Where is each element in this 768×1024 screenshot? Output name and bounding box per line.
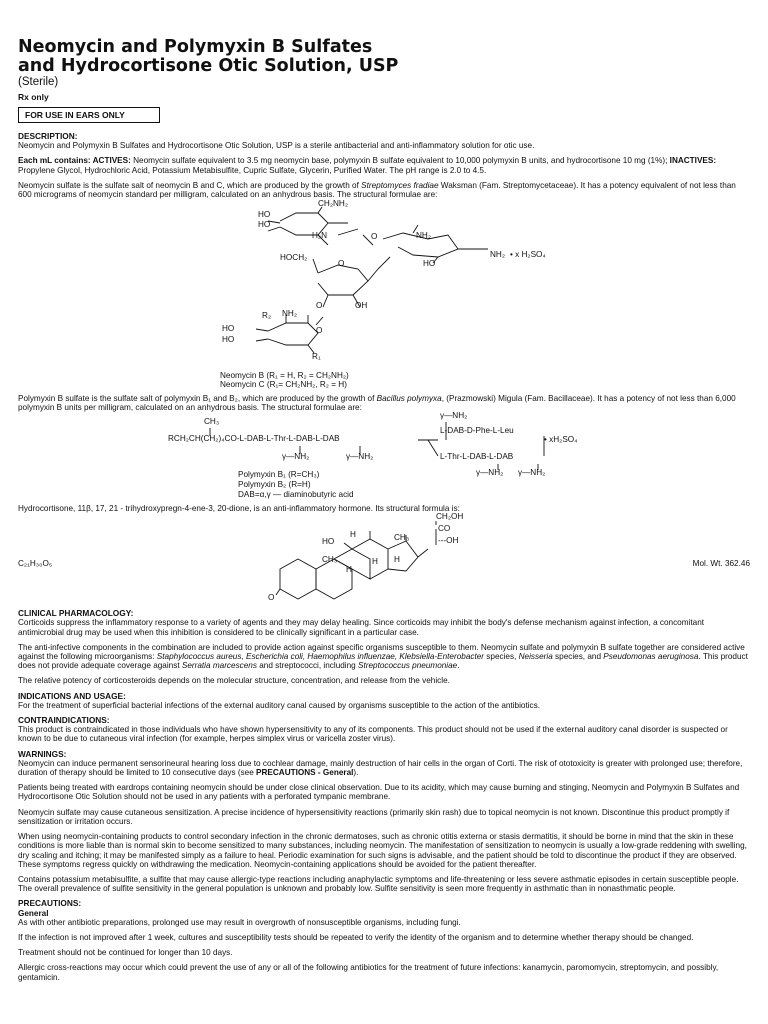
neo-o-c: O — [316, 301, 323, 311]
warnings-p1-b: ). — [353, 768, 359, 778]
clinical-p3: The relative potency of corticosteroids depends on the molecular structure, concentration, and release from the vehicle. — [18, 676, 450, 686]
precautions-heading: PRECAUTIONS: — [18, 898, 82, 909]
clinical-p2-f: . — [457, 661, 460, 671]
neo-hoch2: HOCH₂ — [280, 253, 308, 263]
neo-ho-5: HO — [222, 335, 235, 345]
title-line-1: Neomycin and Polymyxin B Sulfates — [18, 37, 373, 57]
poly-gamma-4: γ—NH₂ — [518, 468, 546, 478]
neo-nh2-a: NH₂ — [416, 231, 432, 241]
warnings-p3: Neomycin sulfate may cause cutaneous sensitization. A precise incidence of hypersensitivity reactions (primarily skin rash) due to topical neomycin is not known. Discontinue this product promptly if sensitization or irritation occurs. — [18, 807, 730, 826]
warnings-p4: When using neomycin-containing products to control secondary infection in the chronic dermatoses, such as chronic otitis externa or stasis dermatitis, it should be borne in mind that the skin in these conditions is more liable than is normal skin to become sensitized to many substances, including neomycin. The manifestation of sensitization to neomycin is usually a low-grade reddening with swelling, dry scaling and itching; it may be manifested simply as a failure to heal. Periodic examination for such signs is advisable, and the patient should be told to discontinue the product if they are observed. These symptoms regress quickly on withdrawing the medication. Neomycin-containing applications should be avoided for the patient thereafter. — [18, 832, 747, 869]
clinical-p2 — [18, 643, 750, 671]
each-ml-text: Neomycin sulfate equivalent to 3.5 mg neomycin base, polymyxin B sulfate equivalent to 10,000 polymyxin B units, and hydrocortisone 10 mg (1%); — [130, 156, 670, 166]
precautions-general: General — [18, 908, 49, 918]
clinical-p2-organisms-5: Streptococcus pneumoniae — [358, 661, 458, 671]
polymyxin-structure-svg — [18, 412, 750, 500]
poly-legend-3: DAB=α,γ — diaminobutyric acid — [238, 490, 354, 500]
polymyxin-organism: Bacillus polymyxa — [376, 393, 442, 403]
neo-ho-1: HO — [258, 210, 271, 220]
hc-oh: ---OH — [438, 536, 459, 546]
subtitle: (Sterile) — [18, 76, 59, 88]
hc-ho: HO — [322, 537, 335, 547]
clinical-p2-organisms-1: Staphylococcus aureus, Escherichia coli, Haemophilus influenzae, Klebsiella-Enterobacter — [156, 652, 485, 662]
indications-heading: INDICATIONS AND USAGE: — [18, 690, 126, 701]
precautions-p1: As with other antibiotic preparations, prolonged use may result in overgrowth of nonsusceptible organisms, including fungi. — [18, 917, 461, 927]
description-heading: DESCRIPTION: — [18, 131, 78, 141]
poly-legend-1: Polymyxin B₁ (R=CH₃) — [238, 470, 320, 480]
poly-chain: RCH₂CH(CH₂)₄CO-L-DAB-L-Thr-L-DAB-L-DAB — [168, 434, 340, 444]
polymyxin-text-b: , (Prazmowski) Migula (Fam. Bacillaceae). It has a potency of not less than 6,000 polymyxin B units per milligram, calculated on an anhydrous basis. The structural formulae are: — [18, 393, 736, 412]
warnings-heading: WARNINGS: — [18, 748, 67, 759]
inactives-text: Propylene Glycol, Hydrochloric Acid, Potassium Metabisulfite, Cupric Sulfate, Glycerin, Purified Water. The pH range is 2.0 to 4.5. — [18, 165, 487, 175]
contraindications-p1: This product is contraindicated in those individuals who have shown hypersensitivity to any of its components. This product should not be used if the external auditory canal disorder is suspected or known to be due to cutaneous viral infection (for example, herpes simplex virus or varicella zoster virus). — [18, 725, 728, 744]
precautions-p3: Treatment should not be continued for longer than 10 days. — [18, 948, 233, 958]
neo-r2: R₂ — [262, 311, 272, 321]
poly-gamma-top: γ—NH₂ — [440, 411, 468, 421]
clinical-p2-organisms-2: Neisseria — [518, 652, 553, 662]
hc-mol-wt: Mol. Wt. 362.46 — [692, 559, 750, 569]
warnings-p1-a: Neomycin can induce permanent sensorineural hearing loss due to cochlear damage, mainly destruction of hair cells in the organ of Corti. The risk of ototoxicity is greater with prolonged use; therefore, duration of therapy should be limited to 10 consecutive days (see — [18, 758, 743, 778]
neo-ch2nh2: CH₂NH₂ — [318, 199, 349, 209]
neo-nh2-b: NH₂ — [490, 250, 506, 260]
neomycin-paragraph — [18, 181, 750, 199]
poly-legend-2: Polymyxin B₂ (R=H) — [238, 480, 311, 490]
title-line-2: and Hydrocortisone Otic Solution, USP — [18, 56, 399, 76]
hc-formula: C₂₁H₃₀O₅ — [18, 559, 53, 569]
hc-h-2: H — [346, 565, 352, 575]
hydrocortisone-structure — [18, 513, 750, 605]
ears-only-box: FOR USE IN EARS ONLY — [18, 107, 160, 123]
clinical-p2-a: The anti-infective components in the combination are included to provide action against specific organisms susceptible to them. Neomycin sulfate and polymyxin B sulfate together are considered active against the following microorganisms: — [18, 642, 745, 662]
neomycin-b-caption: Neomycin B (R₁ = H, R₂ = CH₂NH₂) — [220, 371, 349, 381]
each-ml-label: Each mL contains: ACTIVES: — [18, 156, 131, 166]
neomycin-structure — [18, 199, 750, 371]
poly-ring-top: L-DAB-D-Phe-L-Leu — [440, 426, 514, 436]
neo-ho-2: HO — [258, 220, 271, 230]
hydrocortisone-paragraph: Hydrocortisone, 11β, 17, 21 - trihydroxypregn-4-ene-3, 20-dione, is an anti-inflammatory hormone. Its structural formula is: — [18, 504, 460, 514]
neo-o-a: O — [371, 232, 378, 242]
contraindications-heading: CONTRAINDICATIONS: — [18, 715, 110, 726]
hc-h-1: H — [350, 530, 356, 540]
warnings-p1 — [18, 759, 750, 777]
indications-p1: For the treatment of superficial bacterial infections of the external auditory canal caused by organisms susceptible to the action of the antibiotics. — [18, 700, 541, 710]
neomycin-organism: Streptomyces fradiae — [361, 180, 439, 190]
hc-h-4: H — [394, 555, 400, 565]
each-ml-paragraph — [18, 156, 750, 174]
hc-ch3-b: CH₃ — [394, 533, 410, 543]
hc-ch3-a: CH₃ — [322, 555, 338, 565]
neo-xh2so4: • x H₂SO₄ — [510, 250, 546, 260]
hc-co: CO — [438, 524, 451, 534]
clinical-p2-e: and streptococci, including — [256, 661, 359, 671]
clinical-p2-b: species, — [484, 652, 519, 662]
clinical-p2-d: . This product does not provide adequate coverage against — [18, 652, 748, 671]
neo-h2n: H₂N — [312, 231, 328, 241]
polymyxin-structure — [18, 412, 750, 500]
neo-nh2-c: NH₂ — [282, 309, 298, 319]
polymyxin-text-a: Polymyxin B sulfate is the sulfate salt of polymyxin B₁ and B₂, which are produced by the growth of — [18, 393, 377, 403]
warnings-p1-reference: PRECAUTIONS - General — [256, 768, 354, 778]
poly-ring-bottom: L-Thr-L-DAB-L-DAB — [440, 452, 514, 462]
polymyxin-paragraph — [18, 394, 750, 412]
neo-r1: R₁ — [312, 352, 321, 362]
neo-ho-4: HO — [222, 324, 235, 334]
clinical-p2-c: species, and — [552, 652, 604, 662]
hc-ch2oh: CH₂OH — [436, 512, 464, 522]
label-page — [18, 38, 750, 982]
neomycin-text-b: Waksman (Fam. Streptomycetaceae). It has a potency equivalent of not less than 600 micrograms of neomycin standard per milligram, calculated on an anhydrous basis. The structural formulae are: — [18, 180, 736, 200]
precautions-p4: Allergic cross-reactions may occur which could prevent the use of any or all of the following antibiotics for the treatment of future infections: kanamycin, paromomycin, streptomycin, and possibly, gentamicin. — [18, 963, 719, 982]
rx-only: Rx only — [18, 92, 49, 102]
neo-o-d: O — [316, 326, 323, 336]
clinical-p1: Corticoids suppress the inflammatory response to a variety of agents and they may delay healing. Since corticoids may inhibit the body's defense mechanism against infection, a concomitant antimicrobial drug may be used when this inhibition is considered to be clinically significant in a particular case. — [18, 618, 705, 637]
neomycin-structure-svg — [18, 199, 750, 371]
poly-gamma-3: γ—NH₂ — [476, 468, 504, 478]
clinical-p2-organisms-4: Serratia marcescens — [181, 661, 257, 671]
description-intro: Neomycin and Polymyxin B Sulfates and Hydrocortisone Otic Solution, USP is a sterile antibacterial and anti-inflammatory solution for otic use. — [18, 141, 535, 151]
poly-xh2so4: • xH₂SO₄ — [544, 435, 578, 445]
hc-o: O — [268, 593, 275, 603]
neomycin-text-a: Neomycin sulfate is the sulfate salt of neomycin B and C, which are produced by the growth of — [18, 180, 362, 190]
warnings-p5: Contains potassium metabisulfite, a sulfite that may cause allergic-type reactions including anaphylactic symptoms and life-threatening or less severe asthmatic episodes in certain susceptible people. The overall prevalence of sulfite sensitivity in the general population is unknown and probably low. Sulfite sensitivity is seen more frequently in asthmatic than in nonasthmatic people. — [18, 874, 739, 894]
inactives-label: INACTIVES: — [669, 156, 717, 166]
neo-o-b: O — [338, 259, 345, 269]
neo-oh: OH — [355, 301, 368, 311]
neo-ho-3: HO — [423, 259, 436, 269]
precautions-p2: If the infection is not improved after 1 week, cultures and susceptibility tests should be repeated to verify the identity of the organism and to determine whether therapy should be changed. — [18, 932, 694, 942]
neomycin-c-caption: Neomycin C (R₁= CH₂NH₂, R₂ = H) — [220, 380, 347, 390]
hc-h-3: H — [372, 557, 378, 567]
poly-gamma-2: γ—NH₂ — [346, 452, 374, 462]
clinical-heading: CLINICAL PHARMACOLOGY: — [18, 608, 134, 619]
hydrocortisone-structure-svg — [18, 513, 750, 605]
poly-ch3: CH₃ — [204, 417, 220, 427]
warnings-p2: Patients being treated with eardrops containing neomycin should be under close clinical observation. Due to its acidity, which may cause burning and stinging, Neomycin and Polymyxin B Sulfates and Hydrocortisone Otic Solution should not be used in any patients with a perforated tympanic membrane. — [18, 783, 740, 802]
poly-gamma-1: γ—NH₂ — [282, 452, 310, 462]
clinical-p2-organisms-3: Pseudomonas aeruginosa — [603, 652, 699, 662]
